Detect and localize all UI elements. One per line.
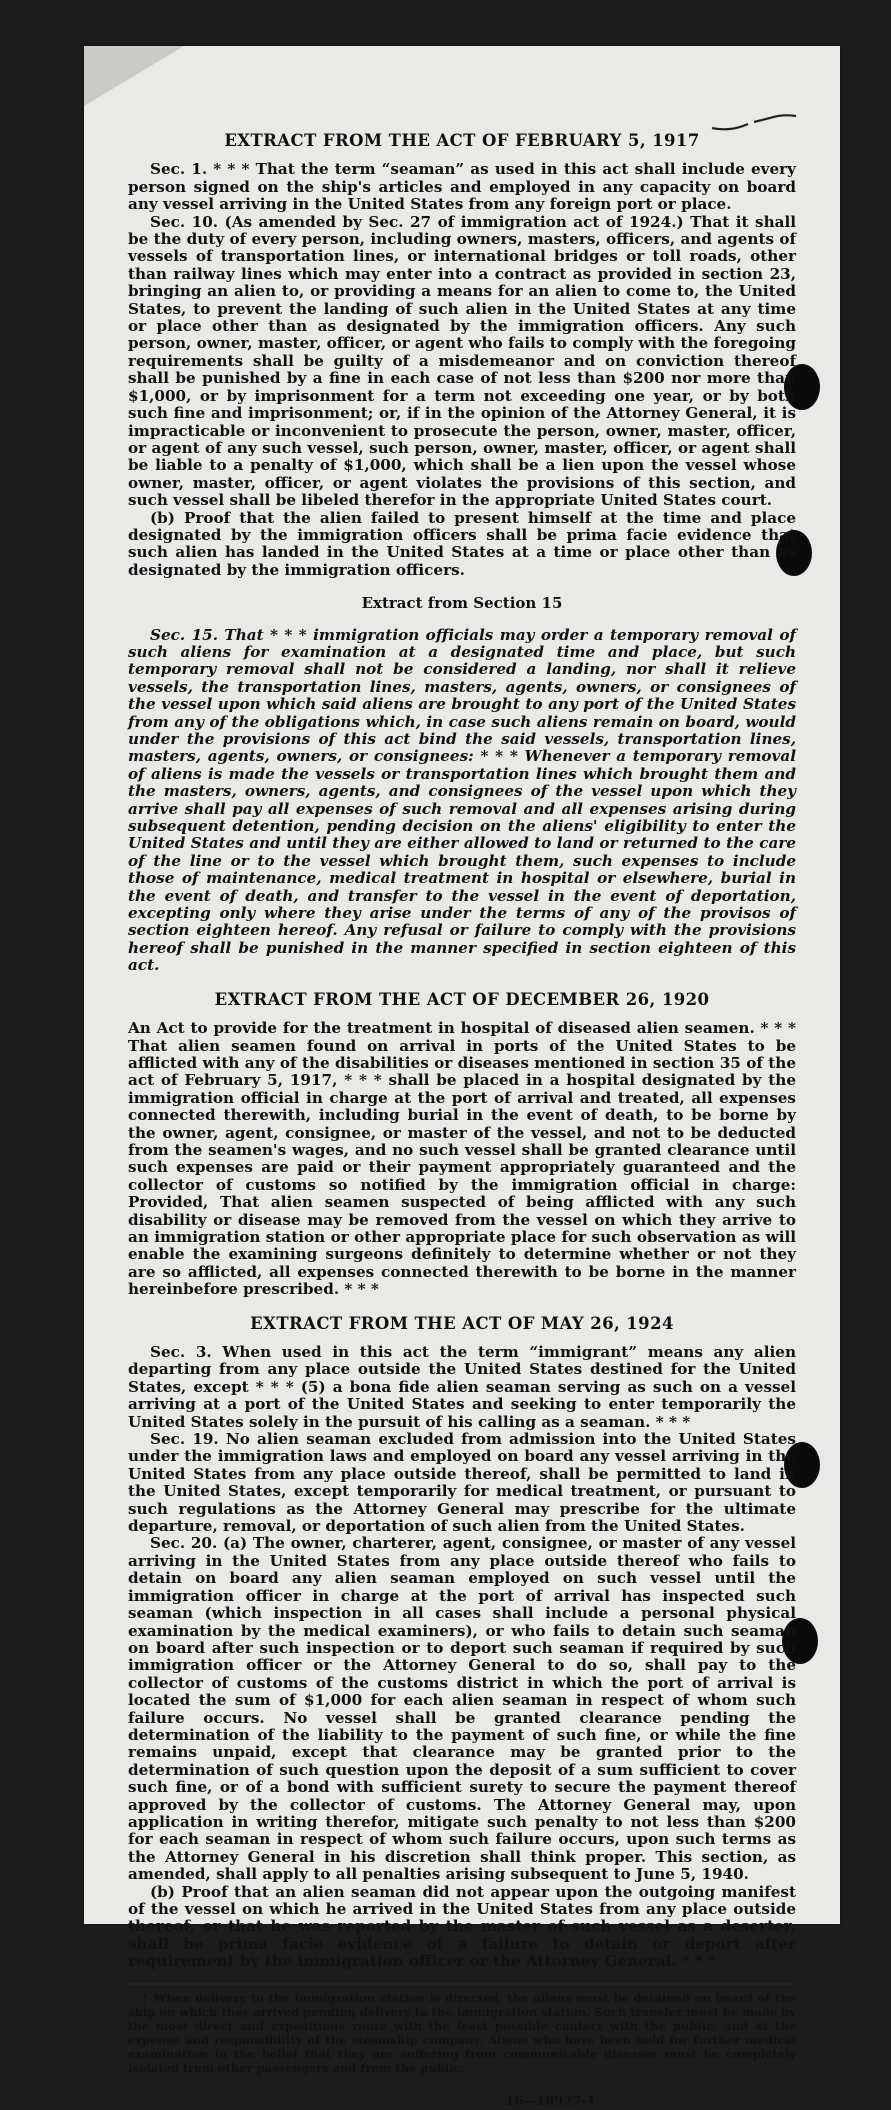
act-1920-paragraph: An Act to provide for the treatment in hospital of diseased alien seamen. * * * That alien seamen found on arrival in ports of the United States to be afflicted with any of the disabilities or diseases mentioned in section 35 of the act of February 5, 1917, * * * shall be placed in a hospital designated by the immigration official in charge at the port of arrival and treated, all expenses connected therewith, including burial in the event of death, to be borne by the owner, agent, consignee, or master of the vessel, and not to be deducted from the seamen's wages, and no such vessel shall be granted clearance until such expenses are paid or their payment appropriately guaranteed and the collector of customs so notified by the immigration official in charge: Provided, That alien seamen suspected of being afflicted with any such disability or disease may be removed from the vessel on which they arrive to an immigration station or other appropriate place for such observation as will enable the examining surgeons definitely to determine whether or not they are so afflicted, all expenses connected therewith to be borne in the manner hereinbefore prescribed. * * * <box>128 1019 796 1299</box>
section-10b-paragraph: (b) Proof that the alien failed to present himself at the time and place designated by the immigration officers shall be prima facie evidence that such alien has landed in the United States at a time or place other than as designated by the immigration officers. <box>128 508 796 579</box>
footnote: † When delivery to the immigration station is directed, the aliens must be detained on board of the ship on which they arrived pending delivery to the immigration station. Such transfer must be made by the most direct and expeditious route with the least possible contact with the public, and at the expense and responsibility of the steamship company. Aliens who have been held for further medical examination in the belief that they are suffering from communicable diseases must be completely isolated from other passengers and from the public. <box>128 1990 796 2075</box>
heading-act-1920: EXTRACT FROM THE ACT OF DECEMBER 26, 1920 <box>214 989 710 1009</box>
document-body <box>128 132 796 2110</box>
heading-act-1924: EXTRACT FROM THE ACT OF MAY 26, 1924 <box>250 1313 674 1333</box>
document-page <box>84 46 840 2109</box>
folded-corner <box>84 46 184 106</box>
section-20a-paragraph: Sec. 20. (a) The owner, charterer, agent, consignee, or master of any vessel arriving in the United States from any place outside thereof who fails to detain on board any alien seaman employed on such vessel until the immigration officer in charge at the port of arrival has inspected such seaman (which inspection in all cases shall include a personal physical examination by the medical examiners), or who fails to detain such seaman on board after such inspection or to deport such seaman if required by such immigration officer or the Attorney General to do so, shall pay to the collector of customs of the customs district in which the port of arrival is located the sum of $1,000 for each alien seaman in respect of whom such failure occurs. No vessel shall be granted clearance pending the determination of the liability to the payment of such fine, or while the fine remains unpaid, except that clearance may be granted prior to the determination of such question upon the deposit of a sum sufficient to cover such fine, or of a bond with sufficient surety to secure the payment thereof approved by the collector of customs. The Attorney General may, upon application in writing therefor, mitigate such penalty to not less than $200 for each seaman in respect of whom such failure occurs, upon such terms as the Attorney General in his discretion shall think proper. This section, as amended, shall apply to all penalties arising subsequent to June 5, 1940. <box>128 1534 796 1884</box>
section-10-paragraph: Sec. 10. (As amended by Sec. 27 of immigration act of 1924.) That it shall be the duty of every person, including owners, masters, officers, and agents of vessels of transportation lines, or international bridges or toll roads, other than railway lines which may enter into a contract as provided in section 23, bringing an alien to, or providing a means for an alien to come to, the United States, to prevent the landing of such alien in the United States at any time or place other than as designated by the immigration officers. Any such person, owner, master, officer, or agent who fails to comply with the foregoing requirements shall be guilty of a misdemeanor and on conviction thereof shall be punished by a fine in each case of not less than $200 nor more than $1,000, or by imprisonment for a term not exceeding one year, or by both such fine and imprisonment; or, if in the opinion of the Attorney General, it is impracticable or inconvenient to prosecute the person, owner, master, officer, or agent of any such vessel, such person, owner, master, officer, or agent shall be liable to a penalty of $1,000, which shall be a lien upon the vessel whose owner, master, officer, or agent violates the provisions of this section, and such vessel shall be libeled therefor in the appropriate United States court. <box>128 212 796 510</box>
section-20b-paragraph: (b) Proof that an alien seaman did not appear upon the outgoing manifest of the vessel on which he arrived in the United States from any place outside thereof, or that he was reported by the master of such vessel as a deserter, shall be prima facie evidence of a failure to detain or deport after requirement by the immigration officer or the Attorney General. * * * <box>128 1882 796 1971</box>
footnote-divider <box>128 1983 796 1985</box>
heading-act-1917: EXTRACT FROM THE ACT OF FEBRUARY 5, 1917 <box>224 131 700 150</box>
heading-section-15: Extract from Section 15 <box>361 594 563 613</box>
section-1-paragraph: Sec. 1. * * * That the term “seaman” as used in this act shall include every person signed on the ship's articles and employed in any capacity on board any vessel arriving in the United States from any foreign port or place. <box>128 160 796 214</box>
section-19-paragraph: Sec. 19. No alien seaman excluded from admission into the United States under the immigration laws and employed on board any vessel arriving in the United States from any place outside thereof, shall be permitted to land in the United States, except temporarily for medical treatment, or pursuant to such regulations as the Attorney General may prescribe for the ultimate departure, removal, or deportation of such alien from the United States. <box>128 1430 796 1536</box>
form-number: 16—18927-1 <box>505 2093 596 2109</box>
section-3-paragraph: Sec. 3. When used in this act the term “immigrant” means any alien departing from any place outside the United States destined for the United States, except * * * (5) a bona fide alien seaman serving as such on a vessel arriving at a port of the United States and seeking to enter temporarily the United States solely in the pursuit of his calling as a seaman. * * * <box>128 1343 796 1431</box>
section-15-paragraph: Sec. 15. That * * * immigration officials may order a temporary removal of such aliens for examination at a designated time and place, but such temporary removal shall not be considered a landing, nor shall it relieve vessels, the transportation lines, masters, agents, owners, or consignees of the vessel upon which said aliens are brought to any port of the United States from any of the obligations which, in case such aliens remain on board, would under the provisions of this act bind the said vessels, transportation lines, masters, agents, owners, or consignees: * * * Whenever a temporary removal of aliens is made the vessels or transportation lines which brought them and the masters, owners, agents, and consignees of the vessel upon which they arrive shall pay all expenses of such removal and all expenses arising during subsequent detention, pending decision on the aliens' eligibility to enter the United States and until they are either allowed to land or returned to the care of the line or to the vessel which brought them, such expenses to include those of maintenance, medical treatment in hospital or elsewhere, burial in the event of death, and transfer to the vessel in the event of deportation, excepting only where they arise under the terms of any of the provisos of section eighteen hereof. Any refusal or failure to comply with the provisions hereof shall be punished in the manner specified in section eighteen of this act. <box>128 625 796 975</box>
